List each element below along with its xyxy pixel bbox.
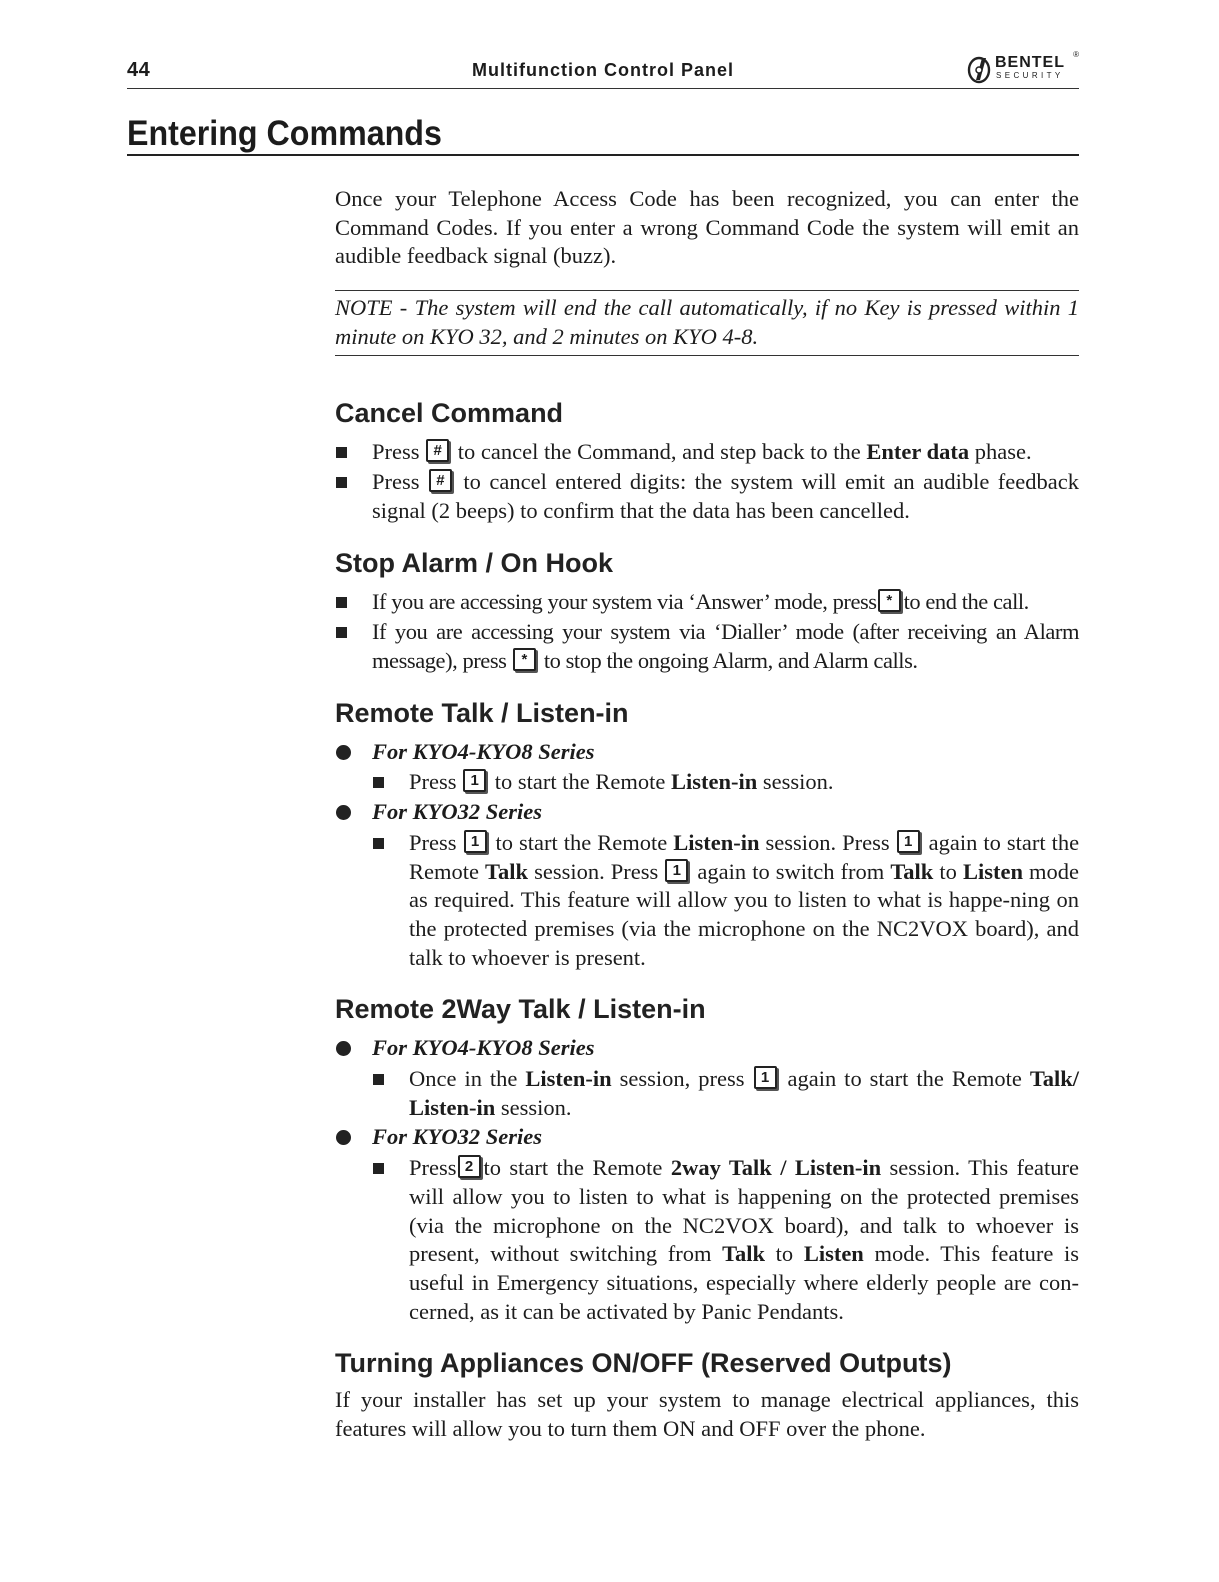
- square-bullet-icon: [373, 777, 384, 788]
- intro-paragraph: Once your Telephone Access Code has been recognized, you can enter the Command Codes. If you enter a wrong Command Code the system will emit an audible feedback signal (buzz).: [335, 186, 1079, 269]
- remote-2way-heading: Remote 2Way Talk / Listen-in: [335, 994, 706, 1025]
- series-label: For KYO32 Series: [335, 1123, 1079, 1152]
- remote-talk-heading: Remote Talk / Listen-in: [335, 697, 629, 728]
- key-1-icon: 1: [464, 830, 487, 853]
- key-1-icon: 1: [897, 830, 920, 853]
- key-1-icon: 1: [665, 859, 688, 882]
- square-bullet-icon: [336, 627, 347, 638]
- logo-brand-text: BENTEL: [995, 54, 1065, 71]
- section-title: Entering Commands: [127, 112, 1079, 156]
- key-2-icon: 2: [458, 1155, 481, 1178]
- round-bullet-icon: [336, 805, 351, 820]
- list-item: Press 1 to start the Remote Listen-in session. Press 1 again to start the Remote Talk session. Press 1 again to switch from Talk to Listen mode as required. This feature will allow you to listen to what is happe-ning on the protected premises (via the microphone on the NC2VOX board), and talk to whoever is present.: [335, 829, 1079, 973]
- round-bullet-icon: [336, 1041, 351, 1056]
- hash-key-icon: #: [426, 439, 449, 462]
- cancel-command-heading: Cancel Command: [335, 397, 564, 428]
- series-label: For KYO4-KYO8 Series: [335, 1034, 1079, 1063]
- running-title: Multifunction Control Panel: [472, 60, 734, 80]
- appliances-paragraph: If your installer has set up your system to manage electrical appliances, this features will allow you to turn them ON and OFF over the phone.: [335, 1387, 1079, 1442]
- key-1-icon: 1: [463, 769, 486, 792]
- square-bullet-icon: [336, 447, 347, 458]
- appliances-heading: Turning Appliances ON/OFF (Reserved Outputs): [335, 1348, 952, 1379]
- square-bullet-icon: [336, 477, 347, 488]
- page-content: [335, 185, 1079, 1444]
- list-item: If you are accessing your system via ‘Answer’ mode, press * to end the call.: [335, 588, 1079, 617]
- series-label: For KYO4-KYO8 Series: [335, 738, 1079, 767]
- hash-key-icon: #: [429, 469, 452, 492]
- key-1-icon: 1: [754, 1066, 777, 1089]
- list-item: Press 2 to start the Remote 2way Talk / Listen-in session. This feature will allow you to listen to what is happening on the protected premises (via the microphone on the NC2VOX board), and talk to whoever is present, without switching from Talk to Listen mode. This feature is useful in Emergency situations, especially where elderly people are con-cerned, as it can be activated by Panic Pendants.: [335, 1154, 1079, 1326]
- page-number: 44: [127, 59, 151, 81]
- bentel-mark-icon: [967, 54, 993, 84]
- star-key-icon: *: [513, 648, 536, 671]
- note-box: NOTE - The system will end the call automatically, if no Key is pressed within 1 minute on KYO 32, and 2 minutes on KYO 4-8.: [335, 290, 1079, 355]
- square-bullet-icon: [336, 597, 347, 608]
- logo-sub-text: SECURITY: [996, 71, 1064, 80]
- round-bullet-icon: [336, 745, 351, 760]
- series-label: For KYO32 Series: [335, 798, 1079, 827]
- list-item: Once in the Listen-in session, press 1 again to start the Remote Talk/ Listen-in session.: [335, 1065, 1079, 1122]
- registered-mark: ®: [1073, 50, 1079, 59]
- square-bullet-icon: [373, 838, 384, 849]
- list-item: Press 1 to start the Remote Listen-in session.: [335, 768, 1079, 797]
- list-item: If you are accessing your system via ‘Dialler’ mode (after receiving an Alarm message), press * to stop the ongoing Alarm, and Alarm calls.: [335, 618, 1079, 675]
- star-key-icon: *: [878, 589, 901, 612]
- list-item: Press # to cancel the Command, and step back to the Enter data phase.: [335, 438, 1079, 467]
- square-bullet-icon: [373, 1163, 384, 1174]
- round-bullet-icon: [336, 1130, 351, 1145]
- bentel-logo: [967, 52, 1079, 86]
- stop-alarm-heading: Stop Alarm / On Hook: [335, 547, 614, 578]
- page-header: [127, 52, 1079, 89]
- list-item: Press # to cancel entered digits: the system will emit an audible feedback signal (2 beeps) to confirm that the data has been cancelled.: [335, 468, 1079, 525]
- square-bullet-icon: [373, 1074, 384, 1085]
